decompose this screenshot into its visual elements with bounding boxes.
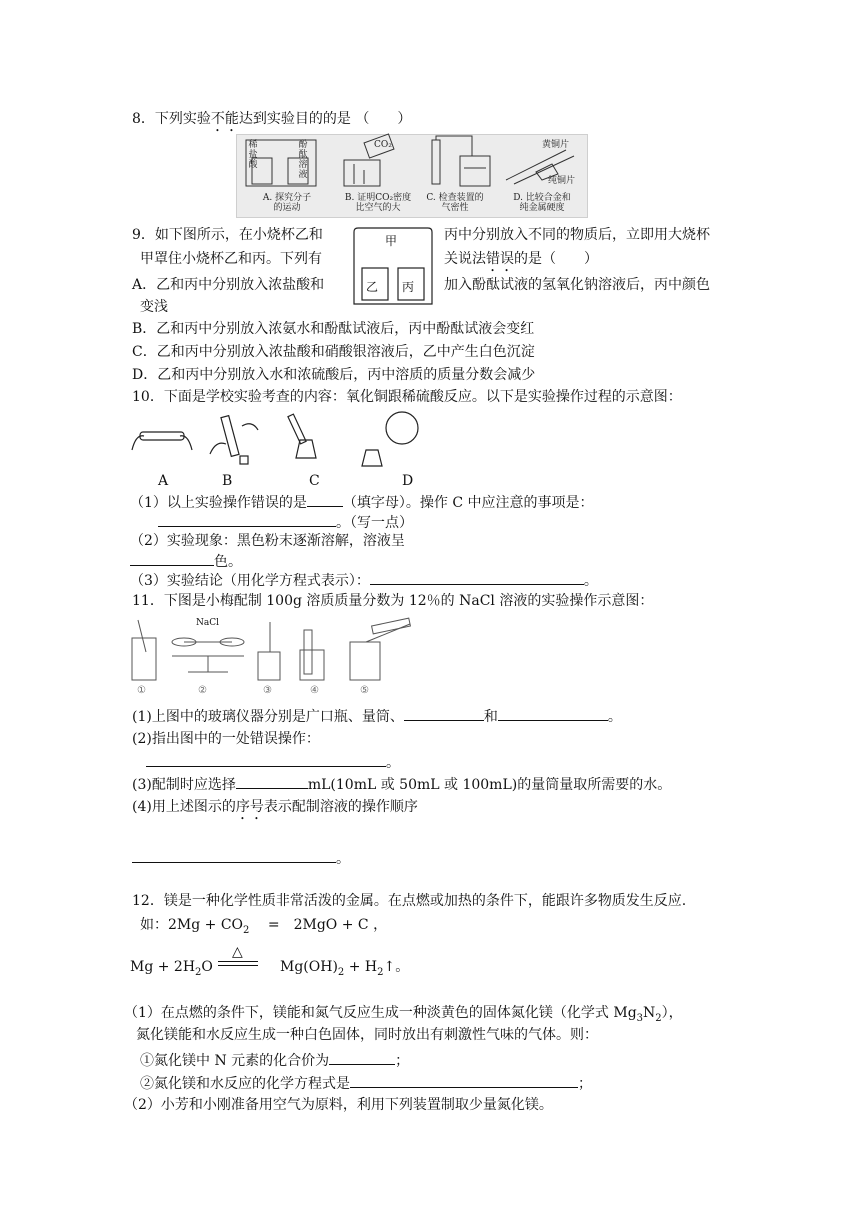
q12-part2: （2）小芳和小刚准备用空气为原料，利用下列装置制取少量氮化镁。 [124,1097,553,1113]
q11-step-2: ② [198,685,207,696]
q10-part3: （3）实验结论（用化学方程式表示）： 。 [130,570,598,590]
q12-eq-line-bottom [218,965,258,966]
q11-step-3: ③ [263,685,272,696]
q12-blank-valence[interactable] [329,1050,395,1065]
q8-fig-co2: CO₂ [374,140,392,150]
q11-steps-figure [128,612,418,696]
q8-fig-phenol: 酚酞溶液 [298,140,308,180]
q9-label-jia: 甲 [385,234,398,248]
q8-option-d: D. 比较合金和 纯金属硬度 [513,193,571,213]
q8-fig-copper: 纯铜片 [548,176,576,186]
q12-equation-2-right: $Mg(OH)_2$ + $H_2↑$。 [280,959,410,978]
q10-label-a: A [158,473,169,489]
q12-part1: （1）在点燃的条件下，镁能和氮气反应生成一种淡黄色的固体氮化镁（化学式 $Mg_3N_2$）， [124,1005,683,1024]
q8-option-a: A. 探究分子 的运动 [262,193,312,213]
q9-label-yi: 乙 [366,280,379,294]
q11-part2: (2)指出图中的一处错误操作： [132,731,320,747]
q12-heat-symbol: △ [232,944,243,960]
q9-option-b: B．乙和丙中分别放入浓氨水和酚酞试液后，丙中酚酞试液会变红 [132,321,535,337]
q11-part3: (3)配制时应选择 mL(10mL 或 50mL 或 100mL)的量筒量取所需要的水。 [132,774,671,794]
q9-option-a-cont: 变浅 [140,299,168,315]
q9-label-bing: 丙 [402,280,415,294]
q10-label-b: B [222,473,233,489]
q10-blank-equation[interactable] [370,570,584,585]
q10-label-d: D [402,473,414,489]
q11-part4-answer: 。 [132,848,350,868]
q9-line1-right: 丙中分别放入不同的物质后，立即用大烧杯 [444,227,710,243]
q12-equation-1: 如：$2Mg + CO_2 = 2MgO + C$ ， [140,917,388,936]
q8-fig-hcl: 稀盐酸 [248,140,258,170]
q12-part1-b: ②氮化镁和水反应的化学方程式是 ； [140,1073,592,1093]
q11-blank-glass2[interactable] [498,706,608,721]
q11-blank-cylinder[interactable] [236,774,308,789]
q8-stem: 8．下列实验不能达到实验目的的是 （ ） [132,111,412,127]
q10-part1: （1）以上实验操作错误的是 （填字母）。操作 C 中应注意的事项是： [130,492,594,512]
q10-blank-color[interactable] [130,551,214,566]
q9-option-a-right: 加入酚酞试液的氢氧化钠溶液后，丙中颜色 [444,277,710,293]
q12-equation-2-left: $Mg + 2H_2O$ [130,959,213,978]
q9-line2-right: 关说法错误的是（ ） [444,251,598,267]
q9-line2-left: 甲罩住小烧杯乙和丙。下列有 [140,251,322,267]
q12-stem: 12．镁是一种化学性质非常活泼的金属。在点燃或加热的条件下，能跟许多物质发生反应. [132,893,687,909]
q9-line1-left: 9．如下图所示，在小烧杯乙和 [132,227,323,243]
q12-eq-line-top [218,961,258,962]
q8-option-c: C. 检查装置的 气密性 [426,193,484,213]
q10-blank-letter[interactable] [307,492,343,507]
q11-part4: (4)用上述图示的序号表示配制溶液的操作顺序 [132,799,418,815]
q9-option-c: C．乙和丙中分别放入浓盐酸和硝酸银溶液后，乙中产生白色沉淀 [132,344,535,360]
q8-fig-brass: 黄铜片 [542,140,570,150]
q11-step-5: ⑤ [360,685,369,696]
q12-blank-equation[interactable] [350,1073,578,1088]
q9-option-d: D．乙和丙中分别放入水和浓硫酸后，丙中溶质的质量分数会减少 [132,367,536,383]
q12-part1-a: ①氮化镁中 N 元素的化合价为 ； [140,1050,409,1070]
q11-blank-glass1[interactable] [404,706,484,721]
q11-stem: 11．下图是小梅配制 100g 溶质质量分数为 12％的 NaCl 溶液的实验操作示意图： [132,593,654,609]
q12-part1-line2: 氮化镁能和水反应生成一种白色固体，同时放出有刺激性气味的气体。则： [136,1027,598,1043]
q10-operations-figure [130,410,420,472]
q9-option-a-left: A．乙和丙中分别放入浓盐酸和 [132,277,325,293]
q10-part2: （2）实验现象：黑色粉末逐渐溶解，溶液呈 [130,533,405,549]
q10-part1-cont: 。（写一点） [158,512,413,532]
q10-part2-cont: 色。 [130,551,242,571]
q10-label-c: C [309,473,320,489]
q11-blank-order[interactable] [132,848,336,863]
q11-fig-nacl: NaCl [196,618,220,628]
q11-part2-answer: 。 [146,752,400,772]
q8-option-b: B. 证明CO₂密度 比空气的大 [344,193,412,213]
q10-blank-notice[interactable] [158,512,336,527]
q10-stem: 10．下面是学校实验考查的内容：氧化铜跟稀硫酸反应。以下是实验操作过程的示意图： [132,389,682,405]
q11-part1: (1)上图中的玻璃仪器分别是广口瓶、量筒、 和 。 [132,706,622,726]
q11-step-1: ① [137,685,146,696]
q11-blank-error[interactable] [146,752,386,767]
q11-step-4: ④ [310,685,319,696]
